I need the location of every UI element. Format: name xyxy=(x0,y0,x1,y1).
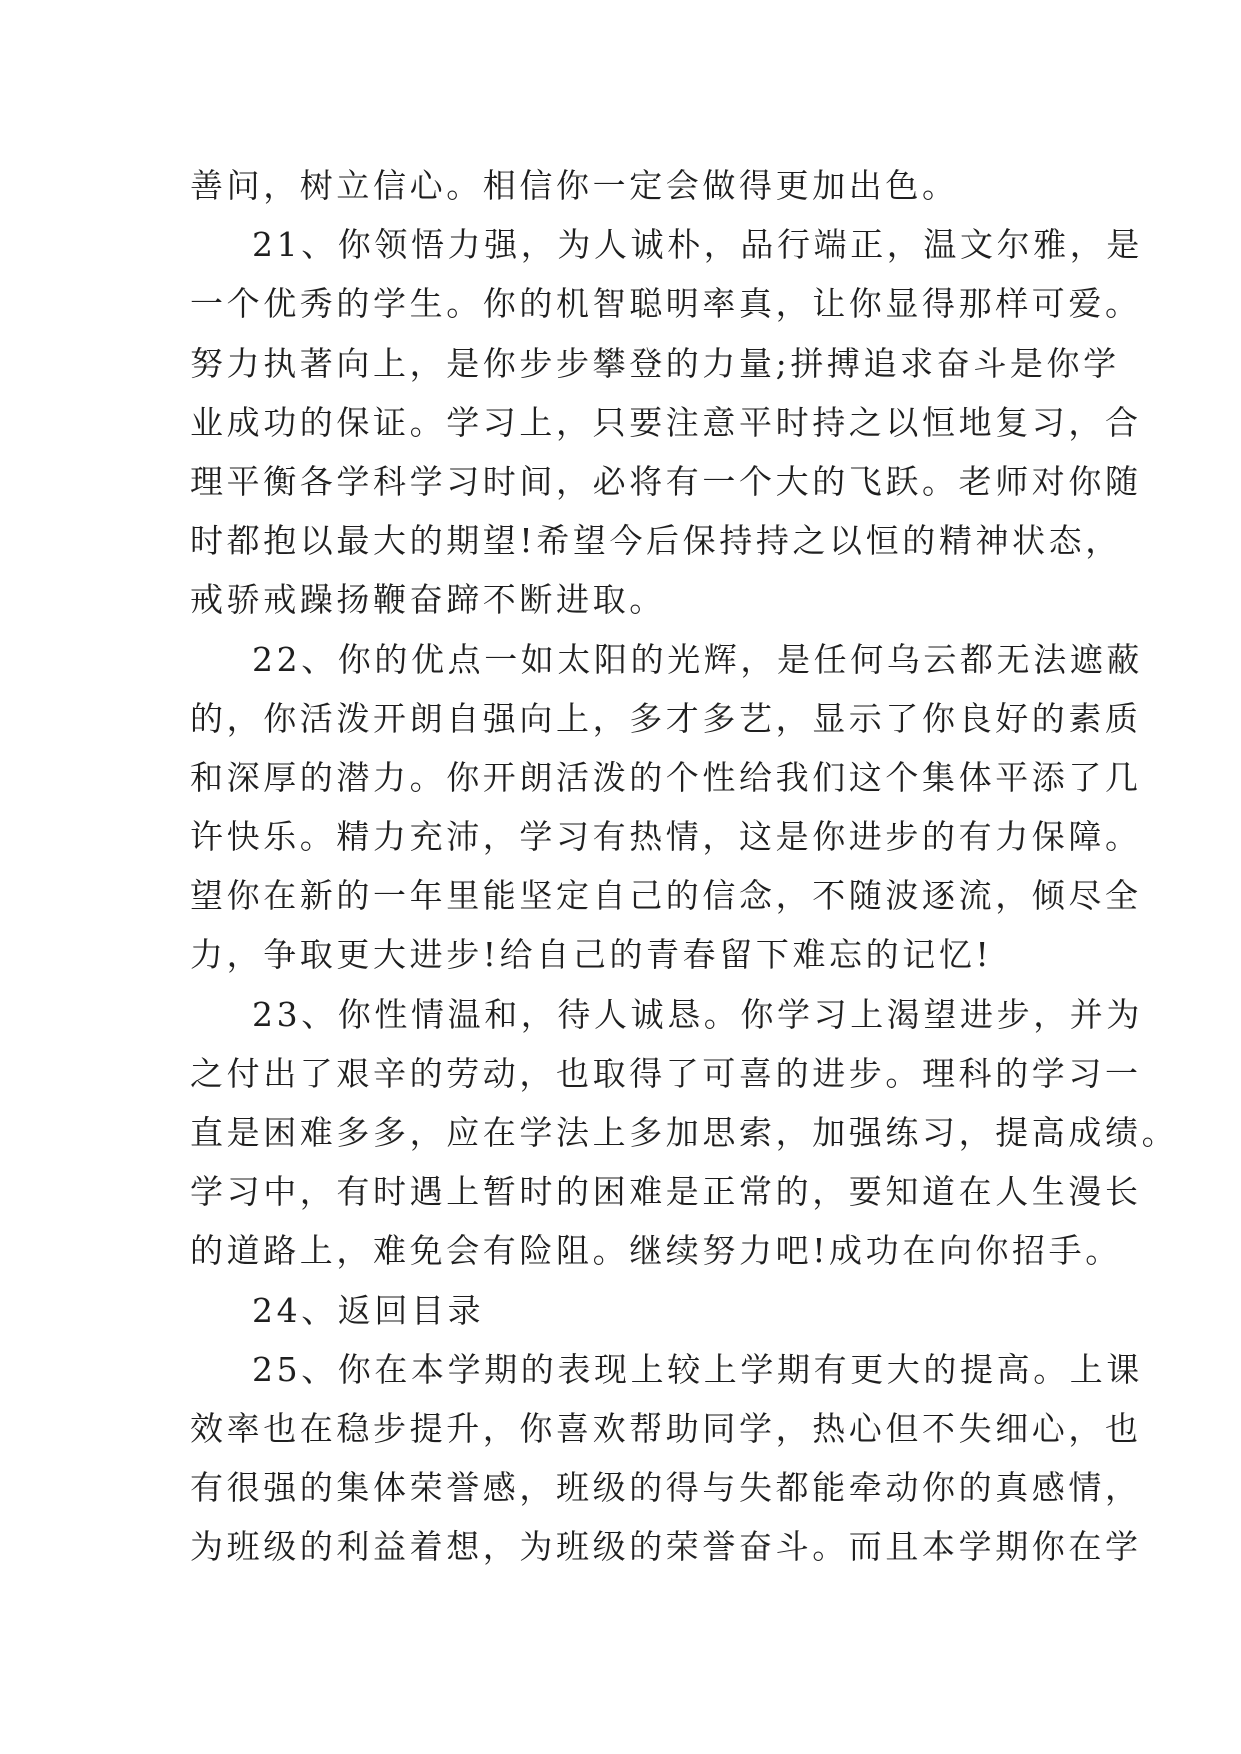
text-line: 善问，树立信心。相信你一定会做得更加出色。 xyxy=(190,166,959,205)
text-line: 学习中，有时遇上暂时的困难是正常的，要知道在人生漫长 xyxy=(190,1172,1142,1212)
text-line: 戒骄戒躁扬鞭奋蹄不断进取。 xyxy=(190,580,666,620)
text-line: 时都抱以最大的期望!希望今后保持持之以恒的精神状态， xyxy=(190,521,1122,561)
text-line: 和深厚的潜力。你开朗活泼的个性给我们这个集体平添了几 xyxy=(190,757,1142,797)
text-line: 的，你活泼开朗自强向上，多才多艺，显示了你良好的素质 xyxy=(190,698,1142,738)
paragraph-24-return-to-contents: 24、返回目录 xyxy=(252,1290,485,1330)
paragraph-25-first-line: 25、你在本学期的表现上较上学期有更大的提高。上课 xyxy=(252,1349,1143,1389)
text-line: 为班级的利益着想，为班级的荣誉奋斗。而且本学期你在学 xyxy=(190,1527,1142,1567)
text-line: 之付出了艰辛的劳动，也取得了可喜的进步。理科的学习一 xyxy=(190,1053,1142,1093)
text-line: 望你在新的一年里能坚定自己的信念，不随波逐流，倾尽全 xyxy=(190,876,1142,916)
text-line: 效率也在稳步提升，你喜欢帮助同学，热心但不失细心，也 xyxy=(190,1408,1142,1448)
paragraph-22-first-line: 22、你的优点一如太阳的光辉，是任何乌云都无法遮蔽 xyxy=(252,639,1143,679)
document-body xyxy=(190,156,1179,1577)
text-line: 业成功的保证。学习上，只要注意平时持之以恒地复习，合 xyxy=(190,402,1142,442)
text-line: 努力执著向上，是你步步攀登的力量;拼搏追求奋斗是你学 xyxy=(190,343,1120,383)
text-line: 一个优秀的学生。你的机智聪明率真，让你显得那样可爱。 xyxy=(190,284,1142,324)
text-line: 直是困难多多，应在学法上多加思索，加强练习，提高成绩。 xyxy=(190,1113,1179,1152)
text-line: 理平衡各学科学习时间，必将有一个大的飞跃。老师对你随 xyxy=(190,461,1142,501)
text-line: 的道路上，难免会有险阻。继续努力吧!成功在向你招手。 xyxy=(190,1231,1122,1271)
text-line: 力，争取更大进步!给自己的青春留下难忘的记忆! xyxy=(190,935,993,975)
text-line: 有很强的集体荣誉感，班级的得与失都能牵动你的真感情， xyxy=(190,1468,1142,1508)
paragraph-21-first-line: 21、你领悟力强，为人诚朴，品行端正，温文尔雅，是 xyxy=(252,225,1143,265)
text-line: 许快乐。精力充沛，学习有热情，这是你进步的有力保障。 xyxy=(190,817,1142,857)
paragraph-23-first-line: 23、你性情温和，待人诚恳。你学习上渴望进步，并为 xyxy=(252,994,1143,1034)
